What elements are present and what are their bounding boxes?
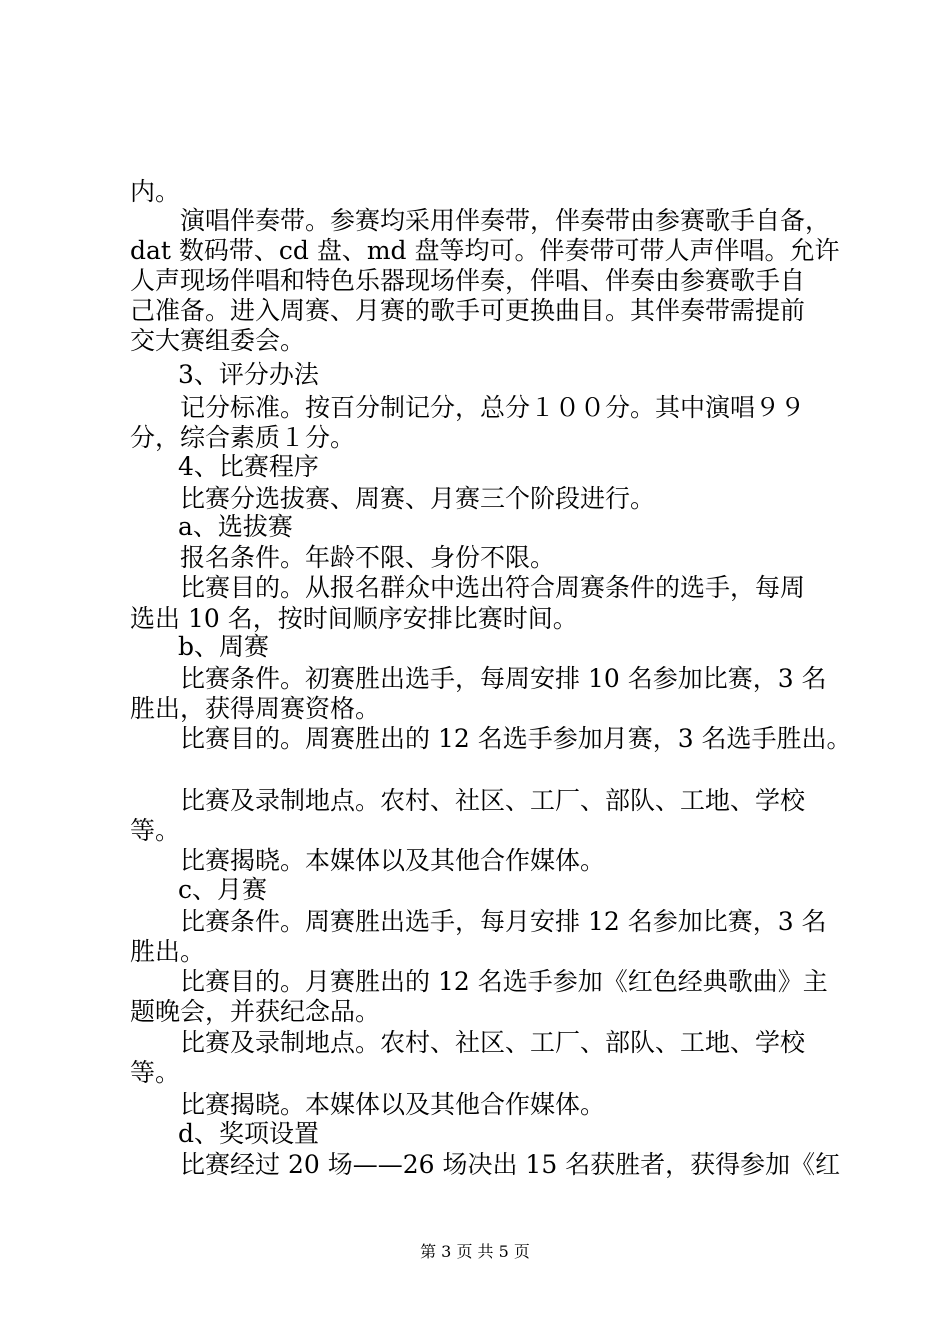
text-line: 比赛目的。月赛胜出的 12 名选手参加《红色经典歌曲》主 — [180, 967, 828, 996]
section-heading: b、周赛 — [178, 632, 270, 661]
text-line: 等。 — [130, 816, 181, 845]
text-line: 比赛目的。周赛胜出的 12 名选手参加月赛，3 名选手胜出。 — [180, 724, 852, 753]
text-line: 比赛条件。周赛胜出选手，每月安排 12 名参加比赛，3 名 — [180, 907, 827, 936]
text-line: 胜出，获得周赛资格。 — [130, 694, 381, 723]
text-line: 比赛及录制地点。农村、社区、工厂、部队、工地、学校 — [180, 1028, 806, 1057]
text-line: 交大赛组委会。 — [130, 326, 306, 355]
text-line: 己准备。进入周赛、月赛的歌手可更换曲目。其伴奏带需提前 — [130, 296, 806, 325]
text-line: 比赛条件。初赛胜出选手，每周安排 10 名参加比赛，3 名 — [180, 664, 827, 693]
section-heading: a、选拔赛 — [178, 512, 293, 541]
page-footer: 第 3 页 共 5 页 — [420, 1242, 530, 1261]
text-line: 报名条件。年龄不限、身份不限。 — [180, 543, 556, 572]
section-heading: c、月赛 — [178, 875, 268, 904]
text-line: 比赛揭晓。本媒体以及其他合作媒体。 — [180, 1090, 606, 1119]
text-line: 演唱伴奏带。参赛均采用伴奏带，伴奏带由参赛歌手自备， — [180, 206, 831, 235]
text-line: 胜出。 — [130, 937, 206, 966]
text-line: 等。 — [130, 1058, 181, 1087]
text-line: 记分标准。按百分制记分，总分１００分。其中演唱９９ — [180, 393, 806, 422]
text-line: 选出 10 名，按时间顺序安排比赛时间。 — [130, 604, 578, 633]
section-heading: 3、评分办法 — [178, 360, 319, 389]
text-line: 比赛揭晓。本媒体以及其他合作媒体。 — [180, 846, 606, 875]
text-line: 分，综合素质１分。 — [130, 423, 356, 452]
text-line: 比赛分选拔赛、周赛、月赛三个阶段进行。 — [180, 484, 656, 513]
text-line: 人声现场伴唱和特色乐器现场伴奏，伴唱、伴奏由参赛歌手自 — [130, 266, 806, 295]
text-line: 比赛经过 20 场——26 场决出 15 名获胜者，获得参加《红 — [180, 1150, 841, 1179]
text-line: 比赛目的。从报名群众中选出符合周赛条件的选手，每周 — [180, 573, 806, 602]
text-line: 题晚会，并获纪念品。 — [130, 997, 381, 1026]
text-line: dat 数码带、cd 盘、md 盘等均可。伴奏带可带人声伴唱。允许 — [130, 236, 840, 265]
section-heading: 4、比赛程序 — [178, 452, 319, 481]
section-heading: d、奖项设置 — [178, 1119, 320, 1148]
text-line: 内。 — [130, 177, 181, 206]
text-line: 比赛及录制地点。农村、社区、工厂、部队、工地、学校 — [180, 786, 806, 815]
